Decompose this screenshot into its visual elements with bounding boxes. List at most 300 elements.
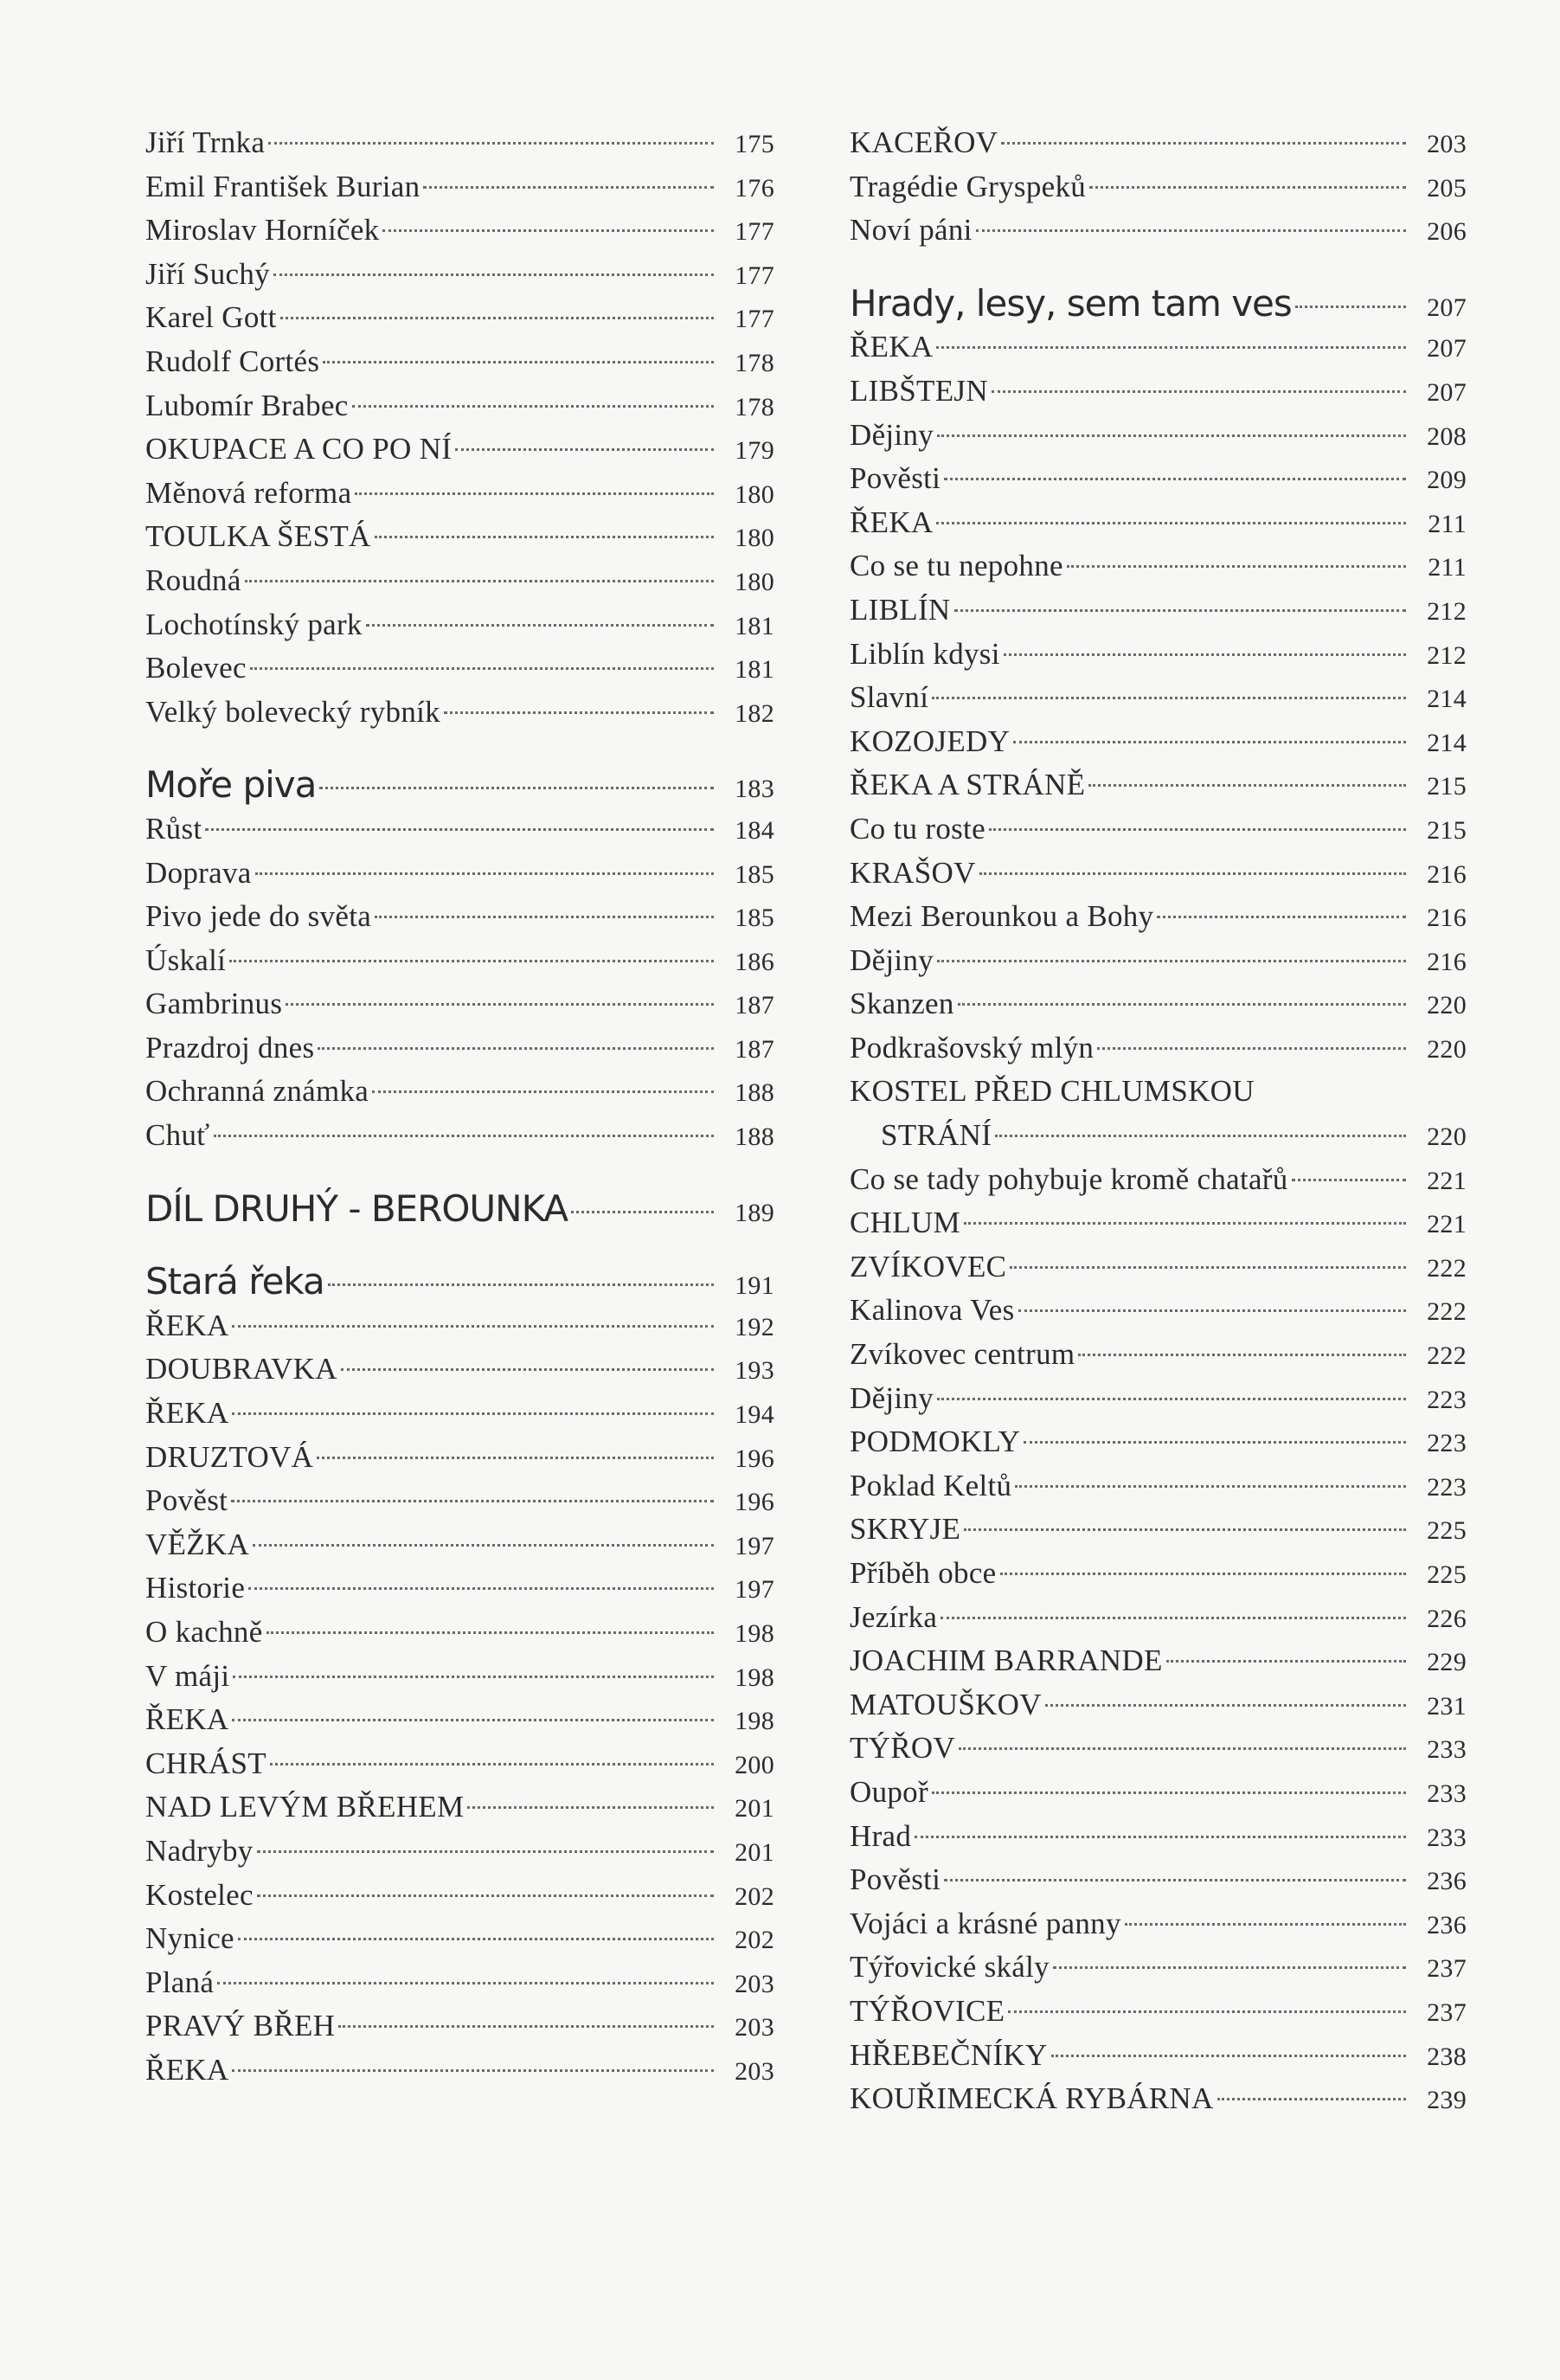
dot-leader (444, 711, 714, 714)
toc-entry-page-number: 181 (735, 655, 774, 685)
toc-entry-title: Dějiny (850, 1380, 934, 1415)
dot-leader (1008, 2010, 1406, 2013)
toc-entry-title: Růst (145, 811, 202, 846)
dot-leader (936, 346, 1406, 349)
toc-entry (145, 1611, 774, 1655)
toc-entry (850, 1946, 1467, 1990)
toc-entry-page-number: 223 (1427, 1385, 1467, 1414)
dot-leader (467, 1806, 714, 1809)
toc-entry-title: Kalinova Ves (850, 1293, 1015, 1328)
dot-leader (1018, 1309, 1406, 1312)
toc-entry-title: Dějiny (850, 942, 934, 977)
toc-entry-title: Co tu roste (850, 811, 985, 846)
toc-entry (850, 1201, 1467, 1245)
toc-entry-title: Miroslav Horníček (145, 213, 380, 248)
dot-leader (936, 522, 1406, 524)
toc-entry-title: DÍL DRUHÝ - BEROUNKA (145, 1187, 568, 1230)
toc-entry (145, 253, 774, 297)
toc-entry (850, 1990, 1467, 2034)
toc-entry (850, 676, 1467, 720)
toc-entry-page-number: 185 (735, 859, 774, 889)
toc-entry-page-number: 203 (735, 2013, 774, 2042)
toc-entry-page-number: 181 (735, 611, 774, 640)
dot-leader (352, 405, 714, 408)
toc-entry-title: CHLUM (850, 1206, 960, 1240)
toc-entry-title: ŘEKA (850, 330, 934, 364)
toc-entry (850, 165, 1467, 209)
toc-entry (850, 807, 1467, 852)
toc-entry-page-number: 177 (735, 261, 774, 290)
toc-entry-title: Vojáci a krásné panny (850, 1906, 1121, 1940)
toc-entry-title: Co se tady pohybuje kromě chatařů (850, 1161, 1288, 1196)
dot-leader (1295, 306, 1406, 308)
toc-entry (850, 325, 1467, 370)
toc-entry (145, 807, 774, 852)
toc-entry-title: Ochranná známka (145, 1074, 369, 1109)
dot-leader (964, 1222, 1406, 1225)
toc-entry-page-number: 193 (735, 1356, 774, 1386)
dot-leader (319, 787, 714, 789)
toc-entry-title: V máji (145, 1658, 230, 1693)
dot-leader (270, 1763, 714, 1766)
toc-entry-title: KOUŘIMECKÁ RYBÁRNA (850, 2081, 1214, 2116)
toc-entry (850, 982, 1467, 1026)
toc-entry-page-number: 223 (1427, 1429, 1467, 1458)
toc-entry-page-number: 221 (1427, 1166, 1467, 1195)
toc-entry (145, 852, 774, 896)
dot-leader (248, 1587, 714, 1590)
dot-leader (937, 960, 1406, 962)
toc-entry-page-number: 203 (735, 1969, 774, 1998)
toc-entry-title: Nynice (145, 1921, 234, 1956)
toc-entry-title: Příběh obce (850, 1556, 997, 1590)
dot-leader (958, 1003, 1406, 1006)
dot-leader (1001, 142, 1406, 145)
dot-leader (372, 1090, 714, 1093)
dot-leader (964, 1528, 1406, 1531)
toc-entry-title: MATOUŠKOV (850, 1687, 1042, 1721)
toc-entry-page-number: 211 (1428, 509, 1467, 538)
toc-entry-page-number: 180 (735, 567, 774, 596)
dot-leader (944, 478, 1406, 480)
dot-leader (1217, 2098, 1406, 2100)
toc-entry-page-number: 183 (735, 775, 774, 804)
toc-entry-page-number: 212 (1427, 596, 1467, 626)
toc-entry-page-number: 180 (735, 524, 774, 553)
dot-leader (1010, 1266, 1406, 1269)
toc-entry-title: Noví páni (850, 213, 973, 248)
toc-entry-page-number: 198 (735, 1663, 774, 1692)
toc-entry-title: Co se tu nepohne (850, 549, 1063, 583)
toc-entry-title: Historie (145, 1571, 246, 1605)
toc-entry-title: Jiří Trnka (145, 125, 266, 159)
toc-entry (145, 1436, 774, 1480)
toc-entry (850, 209, 1467, 253)
toc-entry-title: Karel Gott (145, 300, 277, 335)
toc-entry-page-number: 192 (735, 1312, 774, 1341)
toc-entry-page-number: 233 (1427, 1735, 1467, 1765)
toc-entry-title: Pověsti (850, 1862, 941, 1897)
toc-entry-page-number: 185 (735, 904, 774, 933)
dot-leader (1004, 653, 1406, 656)
toc-entry-page-number: 188 (735, 1122, 774, 1152)
toc-entry-title: Poklad Keltů (850, 1468, 1012, 1502)
toc-entry-title: NAD LEVÝM BŘEHEM (145, 1790, 465, 1824)
toc-entry (145, 2049, 774, 2093)
toc-entry (145, 1348, 774, 1392)
toc-entry-page-number: 233 (1427, 1779, 1467, 1808)
toc-entry (850, 1420, 1467, 1464)
dot-leader (1024, 1441, 1406, 1444)
toc-entry-page-number: 225 (1427, 1560, 1467, 1589)
dot-leader (231, 1500, 714, 1502)
toc-section-heading (850, 282, 1467, 326)
toc-entry (850, 121, 1467, 165)
toc-entry-title: Oupoř (850, 1774, 928, 1809)
toc-entry-page-number: 191 (735, 1271, 774, 1301)
dot-leader (992, 390, 1406, 393)
toc-entry-title: Kostelec (145, 1877, 254, 1912)
toc-entry-page-number: 215 (1427, 772, 1467, 801)
toc-entry (850, 370, 1467, 414)
toc-entry-page-number: 225 (1427, 1516, 1467, 1546)
toc-entry-page-number: 233 (1427, 1823, 1467, 1852)
toc-entry-page-number: 187 (735, 991, 774, 1020)
dot-leader (1125, 1923, 1406, 1926)
toc-entry-page-number: 206 (1427, 217, 1467, 247)
dot-leader (217, 1982, 714, 1984)
toc-entry-page-number: 197 (735, 1575, 774, 1605)
toc-entry (850, 1245, 1467, 1290)
toc-entry-page-number: 186 (735, 947, 774, 976)
toc-entry (850, 1596, 1467, 1640)
dot-leader (1053, 1966, 1406, 1969)
toc-entry-title: Skanzen (850, 987, 954, 1021)
dot-leader (255, 872, 714, 875)
toc-entry-page-number: 194 (735, 1400, 774, 1430)
toc-entry (850, 1858, 1467, 1902)
toc-entry-page-number: 222 (1427, 1341, 1467, 1371)
toc-entry-title: O kachně (145, 1615, 263, 1649)
toc-entry (145, 1698, 774, 1742)
toc-entry (145, 209, 774, 253)
toc-entry-title: TÝŘOVICE (850, 1993, 1005, 2028)
toc-entry (145, 1392, 774, 1436)
toc-entry (850, 1070, 1467, 1114)
toc-entry-title: ŘEKA (145, 1396, 229, 1431)
toc-entry (145, 428, 774, 472)
dot-leader (266, 1631, 714, 1634)
dot-leader (932, 1791, 1406, 1794)
toc-entry (850, 1508, 1467, 1552)
dot-leader (1013, 741, 1406, 743)
toc-entry-page-number: 231 (1427, 1691, 1467, 1721)
toc-entry (850, 763, 1467, 807)
toc-entry-title: Bolevec (145, 651, 247, 685)
dot-leader (1078, 1354, 1406, 1356)
toc-entry (850, 1333, 1467, 1377)
toc-entry-title: LIBLÍN (850, 592, 951, 627)
toc-entry-title: KOZOJEDY (850, 724, 1011, 758)
toc-entry-title: TOULKA ŠESTÁ (145, 519, 371, 554)
toc-entry-page-number: 212 (1427, 640, 1467, 670)
dot-leader (318, 1047, 714, 1050)
dot-leader (355, 492, 714, 495)
toc-entry-page-number: 198 (735, 1707, 774, 1736)
toc-entry (145, 2004, 774, 2049)
toc-entry-title: KACEŘOV (850, 125, 998, 159)
toc-entry-title: Velký bolevecký rybník (145, 694, 440, 729)
toc-entry-page-number: 220 (1427, 1122, 1467, 1152)
toc-entry-page-number: 216 (1427, 947, 1467, 976)
toc-entry-title: Roudná (145, 563, 241, 597)
toc-entry-page-number: 203 (735, 2056, 774, 2086)
toc-entry-title: VĚŽKA (145, 1527, 250, 1561)
dot-leader (245, 580, 714, 582)
toc-entry-title: Jiří Suchý (145, 256, 270, 291)
toc-entry (145, 939, 774, 983)
dot-leader (323, 361, 714, 363)
toc-entry (850, 1026, 1467, 1071)
toc-entry-page-number: 188 (735, 1078, 774, 1108)
toc-entry (145, 384, 774, 428)
toc-entry (145, 1917, 774, 1961)
dot-leader (375, 916, 714, 918)
toc-entry-page-number: 222 (1427, 1297, 1467, 1327)
toc-entry (850, 1289, 1467, 1333)
dot-leader (1166, 1660, 1406, 1663)
toc-entry-title: Hrady, lesy, sem tam ves (850, 281, 1292, 325)
toc-entry-page-number: 211 (1428, 553, 1467, 582)
toc-entry (850, 1639, 1467, 1683)
toc-entry (850, 720, 1467, 764)
toc-entry-title: Jezírka (850, 1599, 938, 1634)
toc-entry-title: PRAVÝ BŘEH (145, 2009, 336, 2043)
dot-leader (571, 1211, 714, 1213)
dot-leader (280, 317, 714, 319)
toc-entry (145, 472, 774, 516)
toc-entry (850, 2034, 1467, 2078)
toc-entry-title: Zvíkovec centrum (850, 1337, 1075, 1372)
toc-entry (145, 691, 774, 735)
toc-entry-page-number: 215 (1427, 815, 1467, 845)
toc-entry-title: Liblín kdysi (850, 636, 1000, 671)
dot-leader (366, 624, 714, 627)
toc-entry-title: SKRYJE (850, 1512, 961, 1547)
toc-entry-title: HŘEBEČNÍKY (850, 2037, 1048, 2072)
toc-entry-title: KRAŠOV (850, 855, 976, 890)
toc-entry-page-number: 236 (1427, 1910, 1467, 1939)
toc-entry-title: STRÁNÍ (881, 1118, 992, 1153)
toc-entry-page-number: 226 (1427, 1604, 1467, 1633)
dot-leader (229, 960, 714, 962)
toc-entry-page-number: 198 (735, 1619, 774, 1648)
toc-entry-page-number: 216 (1427, 859, 1467, 889)
toc-entry-page-number: 207 (1427, 377, 1467, 407)
toc-entry-title: Doprava (145, 855, 252, 890)
toc-left-column (145, 121, 774, 2093)
toc-entry (145, 1304, 774, 1348)
toc-entry (850, 1464, 1467, 1508)
toc-entry-page-number: 237 (1427, 1954, 1467, 1984)
toc-entry-title: Gambrinus (145, 987, 283, 1021)
dot-leader (375, 536, 714, 538)
toc-entry-title: Dějiny (850, 417, 934, 452)
toc-entry (850, 2077, 1467, 2121)
dot-leader (268, 142, 714, 145)
toc-entry (145, 1830, 774, 1874)
toc-entry (145, 603, 774, 647)
toc-entry (850, 1815, 1467, 1859)
dot-leader (937, 434, 1406, 437)
toc-entry (145, 559, 774, 603)
toc-entry-title: Chuť (145, 1118, 210, 1153)
dot-leader (944, 1879, 1406, 1881)
toc-entry-title: Pověsti (850, 461, 941, 496)
dot-leader (1015, 1485, 1406, 1488)
toc-entry (145, 1026, 774, 1071)
toc-entry-title: Nadryby (145, 1833, 254, 1868)
toc-entry-title: Tragédie Gryspeků (850, 169, 1087, 203)
toc-entry-page-number: 196 (735, 1444, 774, 1473)
toc-entry-title: Emil František Burian (145, 169, 420, 203)
toc-entry-title: Lubomír Brabec (145, 388, 349, 422)
dot-leader (273, 273, 714, 276)
dot-leader (257, 1850, 714, 1853)
dot-leader (423, 186, 714, 189)
toc-entry (145, 340, 774, 384)
toc-entry (850, 457, 1467, 501)
toc-entry-title: Pivo jede do světa (145, 899, 372, 934)
dot-leader (1000, 1573, 1407, 1575)
dot-leader (455, 448, 714, 451)
toc-right-column (850, 121, 1467, 2121)
toc-entry-title: DRUZTOVÁ (145, 1439, 314, 1474)
toc-entry-title: KOSTEL PŘED CHLUMSKOU (850, 1074, 1255, 1109)
toc-entry-page-number: 220 (1427, 1034, 1467, 1064)
toc-entry (145, 1742, 774, 1786)
dot-leader (382, 229, 714, 232)
toc-entry-page-number: 187 (735, 1034, 774, 1064)
toc-entry-title: Podkrašovský mlýn (850, 1030, 1095, 1065)
toc-entry-page-number: 178 (735, 392, 774, 421)
toc-entry-page-number: 197 (735, 1531, 774, 1560)
toc-entry-page-number: 236 (1427, 1867, 1467, 1896)
dot-leader (250, 667, 714, 670)
toc-entry-page-number: 220 (1427, 991, 1467, 1020)
toc-entry-title: Stará řeka (145, 1260, 324, 1303)
toc-entry-title: ŘEKA (145, 1702, 229, 1737)
dot-leader (995, 1135, 1406, 1137)
dot-leader (328, 1283, 714, 1286)
toc-entry (850, 589, 1467, 633)
dot-leader (286, 1003, 714, 1006)
toc-entry-title: DOUBRAVKA (145, 1352, 337, 1386)
toc-entry-page-number: 214 (1427, 685, 1467, 714)
dot-leader (1088, 784, 1406, 787)
toc-entry (145, 895, 774, 939)
dot-leader (257, 1894, 714, 1897)
toc-entry-page-number: 229 (1427, 1648, 1467, 1677)
dot-leader (954, 609, 1407, 612)
toc-entry (145, 1655, 774, 1699)
dot-leader (989, 828, 1406, 831)
toc-entry-title: ŘEKA (850, 505, 934, 539)
toc-entry-page-number: 222 (1427, 1253, 1467, 1283)
toc-entry-page-number: 202 (735, 1881, 774, 1911)
toc-entry (145, 1566, 774, 1611)
toc-entry (850, 1114, 1467, 1158)
dot-leader (915, 1836, 1406, 1838)
toc-entry (850, 895, 1467, 939)
toc-entry (145, 296, 774, 340)
toc-entry-page-number: 203 (1427, 130, 1467, 158)
toc-entry-title: Slavní (850, 680, 929, 715)
toc-entry (145, 1874, 774, 1918)
toc-entry (145, 1785, 774, 1830)
toc-section-heading (145, 1187, 774, 1232)
toc-entry (145, 1114, 774, 1158)
toc-entry-page-number: 196 (735, 1488, 774, 1517)
toc-entry-page-number: 202 (735, 1926, 774, 1955)
dot-leader (232, 1412, 714, 1415)
toc-entry (145, 1961, 774, 2005)
toc-entry-page-number: 207 (1427, 334, 1467, 363)
toc-entry-page-number: 208 (1427, 421, 1467, 451)
toc-entry-page-number: 178 (735, 348, 774, 377)
dot-leader (940, 1617, 1406, 1619)
dot-leader (205, 828, 714, 831)
toc-entry-page-number: 201 (735, 1837, 774, 1867)
toc-entry (145, 1523, 774, 1567)
toc-entry-title: ŘEKA (145, 2052, 229, 2087)
toc-entry (850, 1552, 1467, 1596)
dot-leader (341, 1368, 714, 1371)
toc-entry-page-number: 221 (1427, 1210, 1467, 1239)
dot-leader (1067, 565, 1406, 568)
dot-leader (979, 872, 1406, 875)
toc-entry-page-number: 184 (735, 815, 774, 845)
toc-entry (850, 1902, 1467, 1946)
toc-entry-page-number: 176 (735, 173, 774, 203)
toc-entry-page-number: 179 (735, 436, 774, 466)
toc-entry (850, 501, 1467, 545)
toc-entry-title: Prazdroj dnes (145, 1030, 315, 1065)
toc-entry-page-number: 180 (735, 479, 774, 509)
toc-entry-title: Měnová reforma (145, 475, 352, 510)
toc-entry-page-number: 237 (1427, 1997, 1467, 2027)
dot-leader (233, 1676, 714, 1678)
dot-leader (232, 1719, 714, 1721)
dot-leader (1045, 1704, 1406, 1707)
toc-entry-title: Pověst (145, 1483, 228, 1518)
toc-section-heading (145, 763, 774, 807)
toc-entry (145, 121, 774, 165)
dot-leader (232, 1325, 714, 1328)
toc-entry (145, 1479, 774, 1523)
toc-entry-title: Rudolf Cortés (145, 344, 320, 378)
toc-entry-page-number: 177 (735, 305, 774, 334)
toc-entry (145, 646, 774, 691)
toc-entry-page-number: 200 (735, 1750, 774, 1779)
dot-leader (1097, 1047, 1406, 1050)
toc-entry-title: PODMOKLY (850, 1425, 1021, 1459)
toc-entry-title: ŘEKA (145, 1308, 229, 1342)
toc-entry-page-number: 207 (1427, 293, 1467, 322)
toc-entry-title: Planá (145, 1965, 215, 1999)
dot-leader (214, 1135, 715, 1137)
toc-entry-title: OKUPACE A CO PO NÍ (145, 432, 453, 466)
